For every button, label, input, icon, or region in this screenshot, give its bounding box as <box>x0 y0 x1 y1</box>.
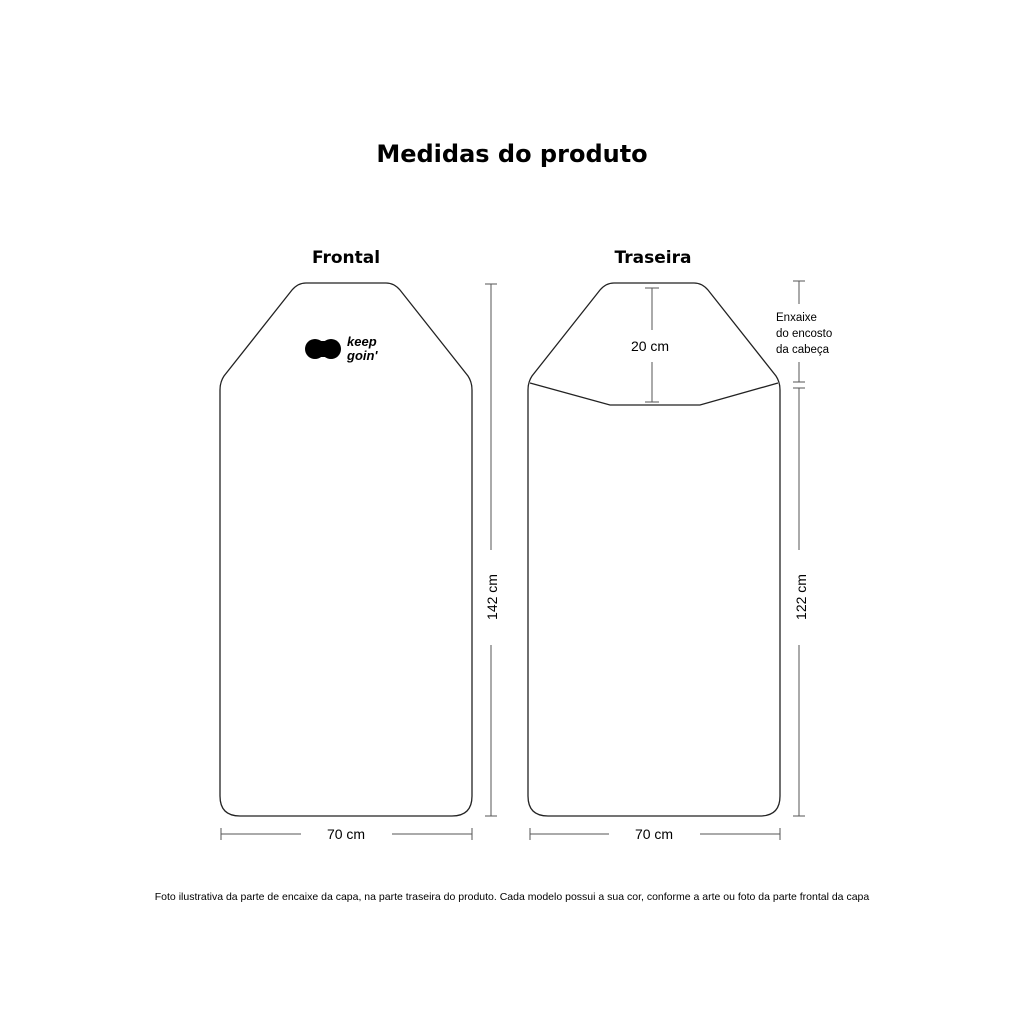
front-width-label: 70 cm <box>326 826 366 842</box>
back-height-label: 122 cm <box>793 574 809 620</box>
keep-goin-logo-icon <box>305 334 378 363</box>
front-height-dimension <box>485 284 497 816</box>
logo-text-line1: keep <box>347 334 377 349</box>
page-title: Medidas do produto <box>376 140 648 168</box>
front-height-label: 142 cm <box>484 574 500 620</box>
back-width-label: 70 cm <box>634 826 674 842</box>
front-cover-outline <box>220 283 472 816</box>
headrest-note-line2: do encosto <box>776 328 833 340</box>
headrest-note-line1: Enxaixe <box>776 312 817 324</box>
pocket-depth-label: 20 cm <box>630 338 670 354</box>
logo-text-line2: goin' <box>347 348 378 363</box>
back-panel-title: Traseira <box>614 248 692 268</box>
back-cover-outline <box>528 283 780 816</box>
headrest-note-line3: da cabeça <box>776 344 830 356</box>
footnote: Foto ilustrativa da parte de encaixe da capa, na parte traseira do produto. Cada modelo possui a sua cor, conforme a arte ou foto da parte frontal da capa <box>154 891 870 903</box>
front-panel-title: Frontal <box>311 248 381 268</box>
